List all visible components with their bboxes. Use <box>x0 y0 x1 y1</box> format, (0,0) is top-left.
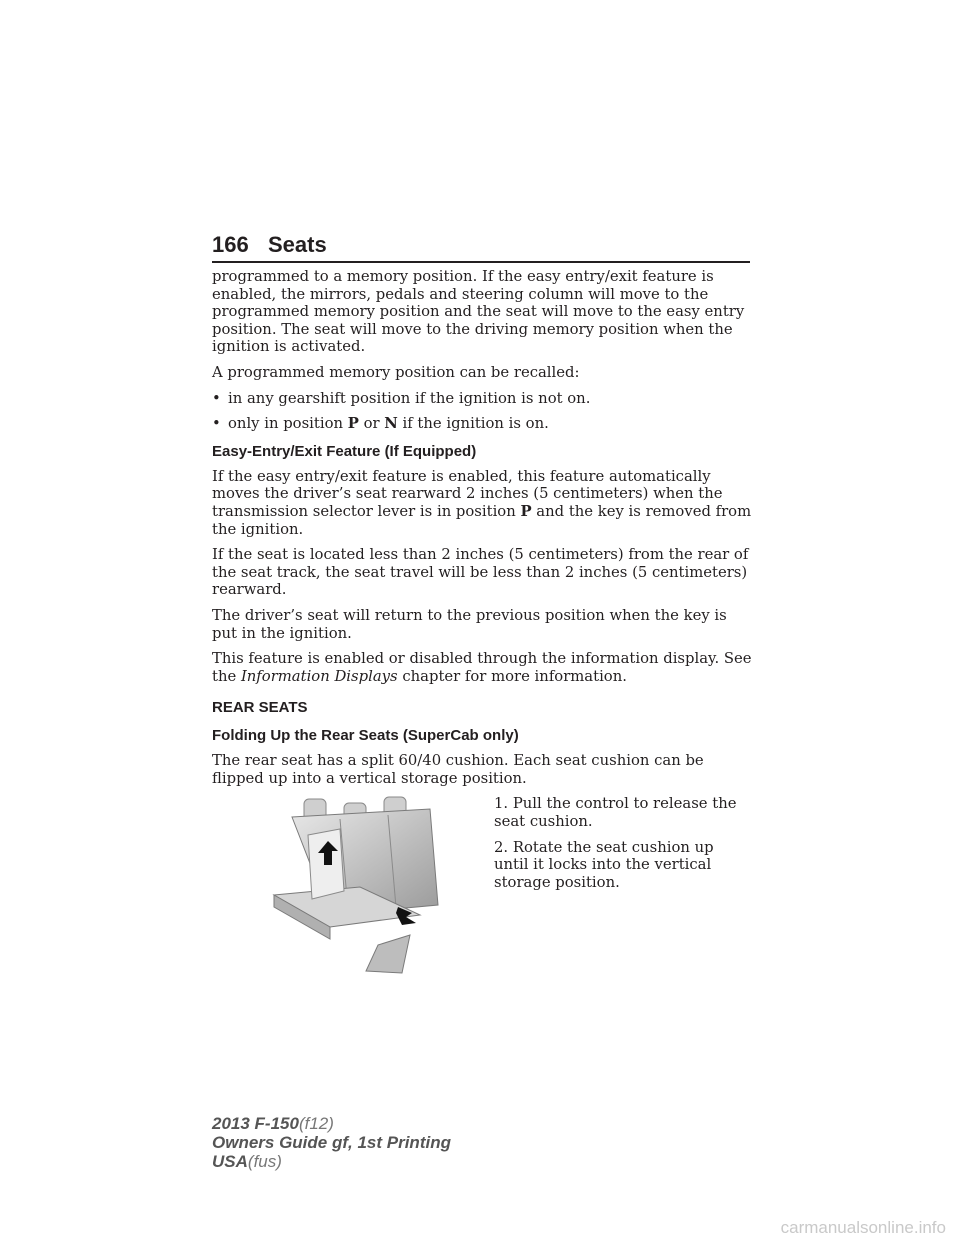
subheading-folding: Folding Up the Rear Seats (SuperCab only) <box>212 727 519 745</box>
cross-reference: Information Displays <box>240 667 398 685</box>
footer-line-2: Owners Guide gf, 1st Printing <box>212 1133 451 1152</box>
step-list <box>494 795 752 899</box>
paragraph: If the seat is located less than 2 inches (5 centimeters) from the rear of the seat track, the seat travel will be less than 2 inches (5 centimeters) rearward. <box>212 546 749 599</box>
paragraph: A programmed memory position can be recalled: <box>212 363 580 381</box>
page-number: 166 <box>212 232 249 257</box>
paragraph: This feature is enabled or disabled through the information display. See the Information Displays chapter for more information. <box>212 650 752 685</box>
section-title: Seats <box>268 232 327 257</box>
rear-seat-fold-illustration <box>270 795 448 975</box>
list-item <box>212 390 752 408</box>
bullet-icon: • <box>212 389 221 407</box>
bullet-icon: • <box>212 415 221 433</box>
page-content <box>212 268 752 995</box>
list-item-text: only in position P or N if the ignition is on. <box>228 415 549 433</box>
watermark: carmanualsonline.info <box>780 1218 946 1237</box>
page-header <box>212 232 750 262</box>
heading-rear-seats: REAR SEATS <box>212 699 308 717</box>
step-1: 1. Pull the control to release the seat cushion. <box>494 795 737 831</box>
paragraph: The driver’s seat will return to the previous position when the key is put in the ignition. <box>212 606 727 642</box>
header-rule <box>212 261 750 263</box>
paragraph: If the easy entry/exit feature is enabled, this feature automatically moves the driver’s seat rearward 2 inches (5 centimeters) when the transmission selector lever is in position P and the key is removed from the ignition. <box>212 467 752 538</box>
footer-line-1: 2013 F-150(f12) <box>212 1114 334 1133</box>
document-footer <box>212 1114 451 1171</box>
paragraph: programmed to a memory position. If the easy entry/exit feature is enabled, the mirrors, pedals and steering column will move to the programmed memory position and the seat will move to the easy entry position. The seat will move to the driving memory position when the ignition is activated. <box>212 268 745 356</box>
list-item <box>212 415 752 433</box>
list-item-text: in any gearshift position if the ignition is not on. <box>228 389 591 407</box>
paragraph: The rear seat has a split 60/40 cushion. Each seat cushion can be flipped up into a vertical storage position. <box>212 752 704 787</box>
footer-line-3: USA(fus) <box>212 1152 282 1171</box>
step-2: 2. Rotate the seat cushion up until it locks into the vertical storage position. <box>494 838 714 891</box>
figure-row <box>212 795 752 995</box>
subheading-easy-entry: Easy-Entry/Exit Feature (If Equipped) <box>212 442 477 460</box>
